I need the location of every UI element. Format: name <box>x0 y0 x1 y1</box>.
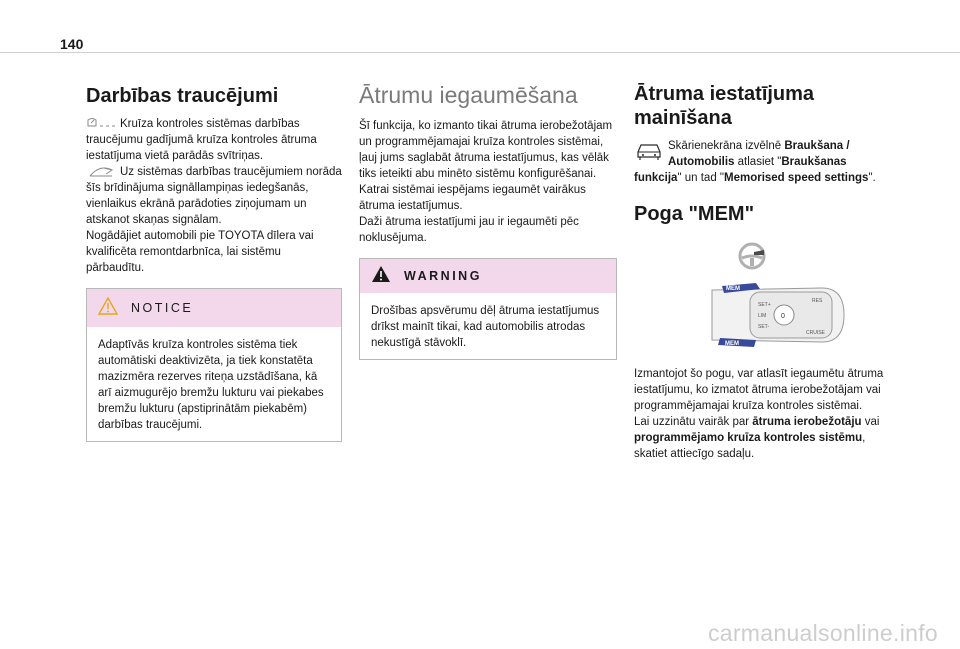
cruise-warning-lamp-icon <box>86 164 120 180</box>
warning-triangle-icon <box>370 264 392 289</box>
watermark: carmanualsonline.info <box>707 620 938 646</box>
notice-box <box>86 288 342 442</box>
dashes-paragraph <box>86 116 342 164</box>
warning-lamp-paragraph <box>86 164 342 228</box>
touchscreen-end: ". <box>868 172 876 184</box>
section-title-malfunctions: Darbības traucējumi <box>86 85 279 107</box>
column-speed-memorisation <box>359 80 617 360</box>
notice-title: NOTICE <box>131 301 194 315</box>
menu-driving-function: Braukšanas funkcija <box>634 156 847 184</box>
warning-title: WARNING <box>404 269 482 283</box>
speed-dashes-icon <box>86 116 120 132</box>
set-minus-label: SET- <box>758 324 770 330</box>
mem-usage-paragraph: Izmantojot šo pogu, var atlasīt iegaumētu ātruma iestatījumu, ko izmatot ātruma ierobežotājam vai programmējamajai kruīza kontroles sistēmai. <box>634 368 884 412</box>
more-info-end: , skatiet attiecīgo sadaļu. <box>634 432 866 460</box>
steering-wheel-icon <box>734 238 770 274</box>
warning-lamp-text: Uz sistēmas darbības traucējumiem norāda šīs brīdinājuma signāllampiņas iedegšanās, vienlaikus ekrānā parādoties ziņojumam un atskanot skaņas signālam. <box>86 166 342 226</box>
several-speeds-paragraph: Katrai sistēmai iespējams iegaumēt vairākus ātruma iestatījumus. <box>359 184 586 212</box>
menu-memorised-speeds: Memorised speed settings <box>724 172 869 184</box>
cruise-stalk-diagram <box>702 280 852 350</box>
function-paragraph: Šī funkcija, ko izmanto tikai ātruma ierobežotājam un programmējamajai kruīza kontroles sistēmai, ļauj jums saglabāt ātruma iestatījumus, kas vēlāk tiks ieteikti abu minēto sistēmu konfigurēšanai. <box>359 120 613 180</box>
section-title-mem-button: Poga "MEM" <box>634 203 755 225</box>
res-label: RES <box>812 298 823 304</box>
notice-header <box>87 289 341 327</box>
warning-text: Drošības apsvērumu dēļ ātruma iestatījumus drīkst mainīt tikai, kad automobilis atrodas nekustīgā stāvoklī. <box>371 305 600 349</box>
mem-label-bottom: MEM <box>725 341 739 347</box>
touchscreen-mid2: " un tad " <box>677 172 724 184</box>
notice-triangle-icon <box>97 296 119 321</box>
menu-driving-vehicle: Braukšana / Automobilis <box>668 140 850 168</box>
dashes-text: Kruīza kontroles sistēmas darbības traucējumu gadījumā kruīza kontroles ātruma iestatījuma vietā parādās svītriņas. <box>86 118 317 162</box>
notice-text: Adaptīvās kruīza kontroles sistēma tiek automātiski deaktivizēta, ja tiek konstatēta mazizmēra rezerves riteņa uzstādīšana, kā arī aizmugurējo bremžu lukturu vai piekabes bremžu lukturu (apstiprinātām piekabēm) darbības traucējumi. <box>98 339 324 431</box>
column-speed-settings <box>634 80 892 462</box>
warning-header <box>360 259 616 293</box>
section-title-change-setting: Ātruma iestatījuma mainīšana <box>634 83 815 129</box>
section-title-speed-memorisation: Ātrumu iegaumēšana <box>359 82 578 108</box>
more-info-mid: vai <box>861 416 880 428</box>
warning-box <box>359 258 617 360</box>
lim-label: LIM <box>758 313 767 319</box>
zero-label: 0 <box>781 313 785 320</box>
touchscreen-mid: atlasiet " <box>734 156 782 168</box>
mem-label-top: MEM <box>726 286 740 292</box>
cruise-label: CRUISE <box>806 330 825 336</box>
header-divider <box>0 52 960 53</box>
car-settings-icon <box>634 138 668 166</box>
link-speed-limiter: ātruma ierobežotāju <box>752 416 862 428</box>
column-malfunctions <box>86 80 342 442</box>
page-number: 140 <box>60 36 84 52</box>
set-plus-label: SET+ <box>758 302 771 308</box>
touchscreen-paragraph <box>634 138 892 186</box>
mem-more-info-paragraph <box>634 414 892 462</box>
more-info-pre: Lai uzzinātu vairāk par <box>634 416 753 428</box>
default-speeds-paragraph: Daži ātruma iestatījumi jau ir iegaumēti pēc noklusējuma. <box>359 216 579 244</box>
touchscreen-pre: Skārienekrāna izvēlnē <box>668 140 785 152</box>
link-cruise-control: programmējamo kruīza kontroles sistēmu <box>634 432 863 444</box>
dealer-paragraph: Nogādājiet automobili pie TOYOTA dīlera vai kvalificēta remontdarbnīca, lai sistēmu pārbaudītu. <box>86 230 314 274</box>
